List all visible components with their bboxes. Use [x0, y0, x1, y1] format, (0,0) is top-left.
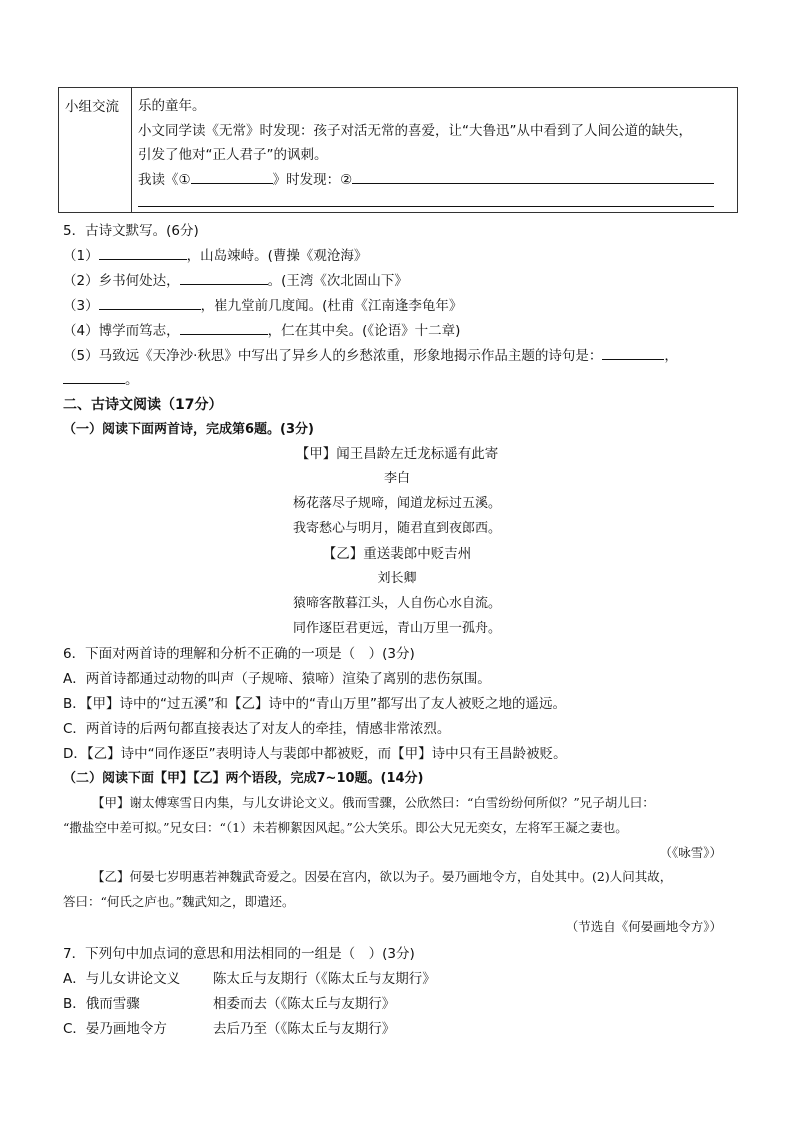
passage-jia-line-1: 【甲】谢太傅寒雪日内集，与儿女讲论文义。俄而雪骤，公欣然曰：“白雪纷纷何所似？”兄子胡儿曰：	[92, 795, 655, 810]
q7-option-c[interactable]: C．晏乃画地令方 去后乃至（《陈太丘与友期行》	[63, 1021, 396, 1037]
q5-item-5-continued: 。	[63, 368, 139, 388]
q5-item-2: （2）乡书何处达， 。(王湾《次北固山下》	[63, 269, 408, 289]
q5-blank-5a[interactable]	[602, 345, 664, 360]
q5-item-5: （5）马致远《天净沙·秋思》中写出了异乡人的乡愁浓重，形象地揭示作品主题的诗句是： ，	[63, 344, 678, 364]
answer-blank-1[interactable]	[191, 169, 273, 184]
poem1-line-1: 杨花落尽子规啼，闻道龙标过五溪。	[292, 496, 501, 511]
group-exchange-table	[58, 87, 738, 213]
poem1-author: 李白	[383, 471, 410, 486]
q6-option-b[interactable]: B．【甲】诗中的“过五溪”和【乙】诗中的“青山万里”都写出了友人被贬之地的遥远。	[63, 696, 566, 712]
q5-item-4: （4）博学而笃志， ，仁在其中矣。(《论语》十二章)	[63, 319, 460, 339]
q5-item-3: （3） ，崔九堂前几度闻。(杜甫《江南逢李龟年》	[63, 294, 462, 314]
answer-blank-2[interactable]	[352, 183, 714, 184]
q5-blank-3[interactable]	[99, 295, 201, 310]
table-line-4-prefix: 我读《①	[138, 172, 191, 188]
poem2-title: 【乙】重送裴郎中贬吉州	[322, 546, 472, 562]
table-line-2: 小文同学读《无常》时发现：孩子对活无常的喜爱，让“大鲁迅”从中看到了人间公道的缺失，	[138, 123, 692, 139]
poem2-line-2: 同作逐臣君更远，青山万里一孤舟。	[292, 621, 501, 636]
poem1-title: 【甲】闻王昌龄左迁龙标遥有此寄	[295, 446, 499, 462]
section2-title: 二、古诗文阅读（17分）	[63, 397, 223, 413]
q5-blank-5b[interactable]	[63, 369, 125, 384]
q7-option-a[interactable]: A．与儿女讲论文义 陈太丘与友期行（《陈太丘与友期行》	[63, 971, 436, 987]
group-label: 小组交流	[65, 99, 119, 115]
q6-option-a[interactable]: A．两首诗都通过动物的叫声（子规啼、猿啼）渲染了离别的悲伤氛围。	[63, 671, 491, 687]
passage-yi-line-2: 答曰：“何氏之庐也。”魏武知之，即遣还。	[63, 894, 295, 909]
q5-blank-2[interactable]	[180, 270, 268, 285]
q6-stem: 6．下面对两首诗的理解和分析不正确的一项是（ ）(3分)	[63, 646, 415, 662]
q5-item-1: （1） ，山岛竦峙。(曹操《观沧海》	[63, 244, 367, 264]
q7-option-b[interactable]: B．俄而雪骤 相委而去（《陈太丘与友期行》	[63, 996, 396, 1012]
passage-yi-line-1: 【乙】何晏七岁明惠若神魏武奇爱之。因晏在宫内，欲以为子。晏乃画地令方，自处其中。(2)人问其故，	[92, 869, 673, 884]
table-line-4	[138, 168, 352, 188]
passage-jia-source: （《咏雪》）	[659, 845, 722, 860]
q7-stem: 7．下列句中加点词的意思和用法相同的一组是（ ）(3分)	[63, 946, 415, 962]
group-content-cell	[132, 88, 738, 213]
poem2-line-1: 猿啼客散暮江头，人自伤心水自流。	[292, 596, 501, 611]
q6-option-d[interactable]: D．【乙】诗中“同作逐臣”表明诗人与裴郎中都被贬，而【甲】诗中只有王昌龄被贬。	[63, 746, 567, 762]
sub2-title: （二）阅读下面【甲】【乙】两个语段，完成7~10题。(14分)	[63, 771, 424, 786]
table-line-1: 乐的童年。	[138, 98, 206, 114]
passage-yi-source: （节选自《何晏画地令方》）	[565, 919, 722, 934]
group-label-cell	[59, 88, 132, 213]
passage-jia-line-2: “撒盐空中差可拟。”兄女曰：“（1）未若柳絮因风起。”公大笑乐。即公大兄无奕女，左将军王凝之妻也。	[63, 820, 628, 835]
answer-blank-2-continued[interactable]	[138, 206, 714, 207]
poem2-author: 刘长卿	[377, 571, 417, 586]
q5-blank-1[interactable]	[99, 245, 187, 260]
table-line-4-middle: 》时发现：②	[272, 172, 353, 188]
poem1-line-2: 我寄愁心与明月，随君直到夜郎西。	[292, 521, 501, 536]
q6-option-c[interactable]: C．两首诗的后两句都直接表达了对友人的牵挂，情感非常浓烈。	[63, 721, 451, 737]
q5-blank-4[interactable]	[180, 320, 268, 335]
q5-title: 5．古诗文默写。(6分)	[63, 223, 199, 239]
section2-sub1: （一）阅读下面两首诗，完成第6题。(3分)	[63, 422, 314, 437]
table-line-3: 引发了他对“正人君子”的讽刺。	[138, 147, 328, 163]
